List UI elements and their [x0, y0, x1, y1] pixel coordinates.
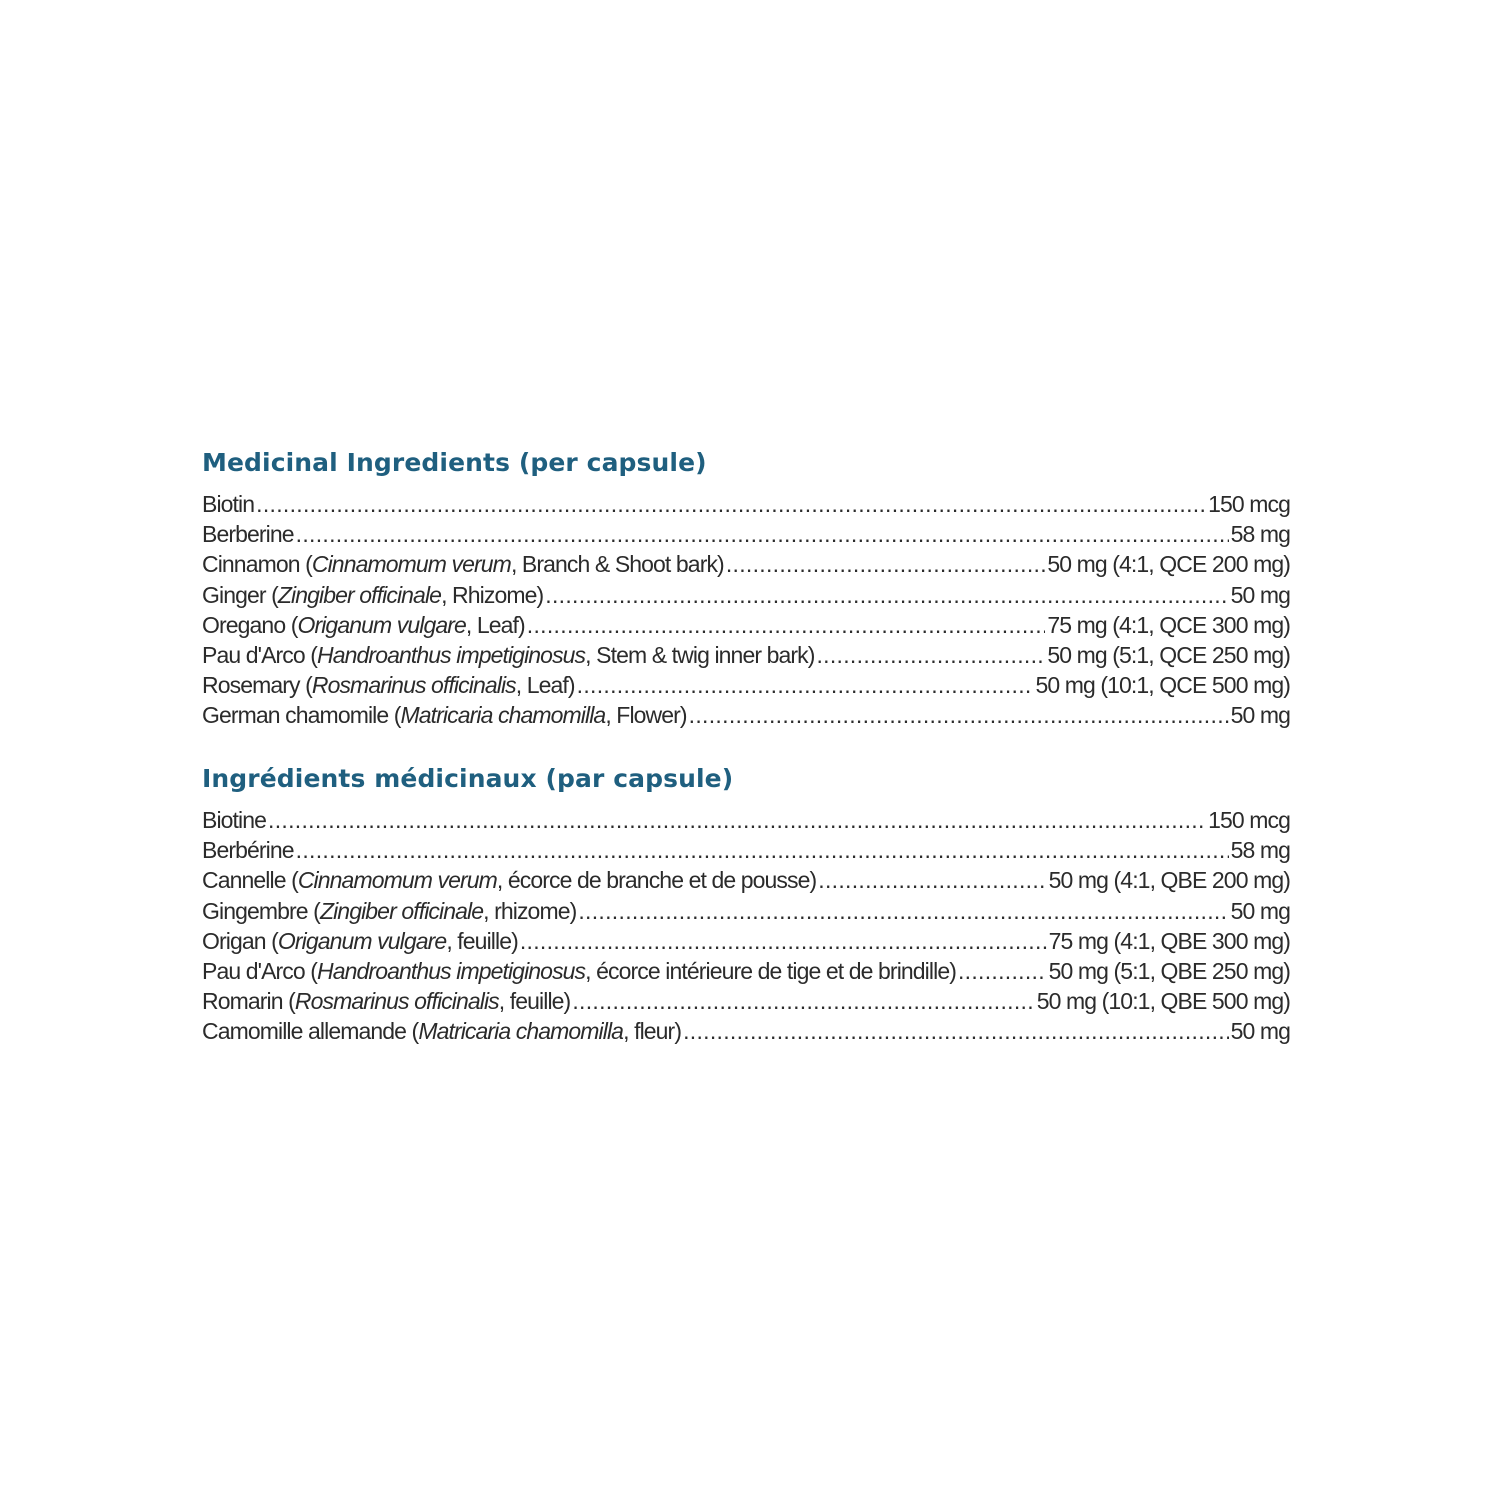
ingredient-name: Berbérine	[202, 837, 294, 864]
ingredient-name: Camomille allemande (Matricaria chamomilla, fleur)	[202, 1018, 682, 1045]
ingredient-row	[202, 700, 1290, 730]
dot-leader	[572, 986, 1034, 1016]
french-ingredients-section	[202, 759, 1290, 1047]
ingredient-amount: 150 mcg	[1208, 491, 1290, 517]
ingredient-name: Berberine	[202, 521, 294, 548]
ingredient-name: Origan (Origanum vulgare, feuille)	[202, 927, 518, 954]
dot-leader	[816, 640, 1045, 670]
dot-leader	[689, 700, 1229, 730]
ingredient-row	[202, 805, 1290, 835]
dot-leader	[818, 865, 1046, 895]
ingredient-amount: 50 mg (4:1, QBE 200 mg)	[1048, 867, 1290, 894]
ingredient-row	[202, 1016, 1290, 1046]
dot-leader	[296, 835, 1229, 865]
ingredient-amount: 50 mg	[1230, 702, 1290, 729]
dot-leader	[958, 956, 1047, 986]
english-heading: Medicinal Ingredients (per capsule)	[202, 448, 707, 477]
ingredient-row	[202, 926, 1290, 956]
ingredient-amount: 75 mg (4:1, QCE 300 mg)	[1047, 611, 1290, 638]
ingredient-name: Rosemary (Rosmarinus officinalis, Leaf)	[202, 672, 575, 699]
ingredient-name: Cinnamon (Cinnamomum verum, Branch & Shoot bark)	[202, 551, 724, 578]
ingredient-amount: 50 mg	[1230, 581, 1290, 608]
ingredient-row	[202, 549, 1290, 579]
ingredient-amount: 150 mcg	[1208, 807, 1290, 833]
ingredient-amount: 58 mg	[1230, 521, 1290, 548]
ingredient-row	[202, 610, 1290, 640]
ingredient-row	[202, 640, 1290, 670]
dot-leader	[296, 519, 1229, 549]
ingredient-amount: 50 mg (5:1, QCE 250 mg)	[1047, 641, 1290, 668]
ingredient-amount: 50 mg	[1230, 1018, 1290, 1045]
ingredient-name: Pau d'Arco (Handroanthus impetiginosus, Stem & twig inner bark)	[202, 641, 815, 668]
dot-leader	[520, 926, 1047, 956]
ingredient-name: Biotine	[202, 807, 267, 833]
ingredient-row	[202, 956, 1290, 986]
ingredient-amount: 50 mg (4:1, QCE 200 mg)	[1047, 551, 1290, 578]
ingredient-row	[202, 835, 1290, 865]
ingredient-amount: 50 mg	[1230, 897, 1290, 924]
ingredient-name: Gingembre (Zingiber officinale, rhizome)	[202, 897, 577, 924]
dot-leader	[726, 549, 1046, 579]
dot-leader	[268, 805, 1206, 835]
ingredient-name: Ginger (Zingiber officinale, Rhizome)	[202, 581, 544, 608]
dot-leader	[545, 580, 1228, 610]
ingredient-amount: 50 mg (5:1, QBE 250 mg)	[1048, 957, 1290, 984]
dot-leader	[256, 489, 1206, 519]
ingredient-name: Cannelle (Cinnamomum verum, écorce de branche et de pousse)	[202, 867, 817, 894]
ingredient-amount: 50 mg (10:1, QCE 500 mg)	[1035, 672, 1290, 699]
ingredient-amount: 58 mg	[1230, 837, 1290, 864]
ingredient-row	[202, 580, 1290, 610]
ingredient-name: German chamomile (Matricaria chamomilla, Flower)	[202, 702, 687, 729]
ingredient-amount: 50 mg (10:1, QBE 500 mg)	[1036, 988, 1290, 1015]
dot-leader	[578, 896, 1228, 926]
dot-leader	[683, 1016, 1228, 1046]
french-ingredient-list	[202, 805, 1290, 1047]
ingredient-name: Romarin (Rosmarinus officinalis, feuille)	[202, 988, 571, 1015]
ingredient-row	[202, 670, 1290, 700]
english-ingredient-list	[202, 489, 1290, 731]
ingredient-row	[202, 519, 1290, 549]
ingredient-amount: 75 mg (4:1, QBE 300 mg)	[1048, 927, 1290, 954]
ingredient-row	[202, 865, 1290, 895]
dot-leader	[527, 610, 1046, 640]
ingredient-row	[202, 986, 1290, 1016]
ingredient-name: Pau d'Arco (Handroanthus impetiginosus, écorce intérieure de tige et de brindille)	[202, 957, 956, 984]
ingredient-row	[202, 489, 1290, 519]
ingredient-name: Biotin	[202, 491, 255, 517]
english-ingredients-section	[202, 443, 1290, 731]
french-heading: Ingrédients médicinaux (par capsule)	[202, 764, 734, 793]
ingredient-row	[202, 896, 1290, 926]
dot-leader	[577, 670, 1034, 700]
ingredient-name: Oregano (Origanum vulgare, Leaf)	[202, 611, 525, 638]
